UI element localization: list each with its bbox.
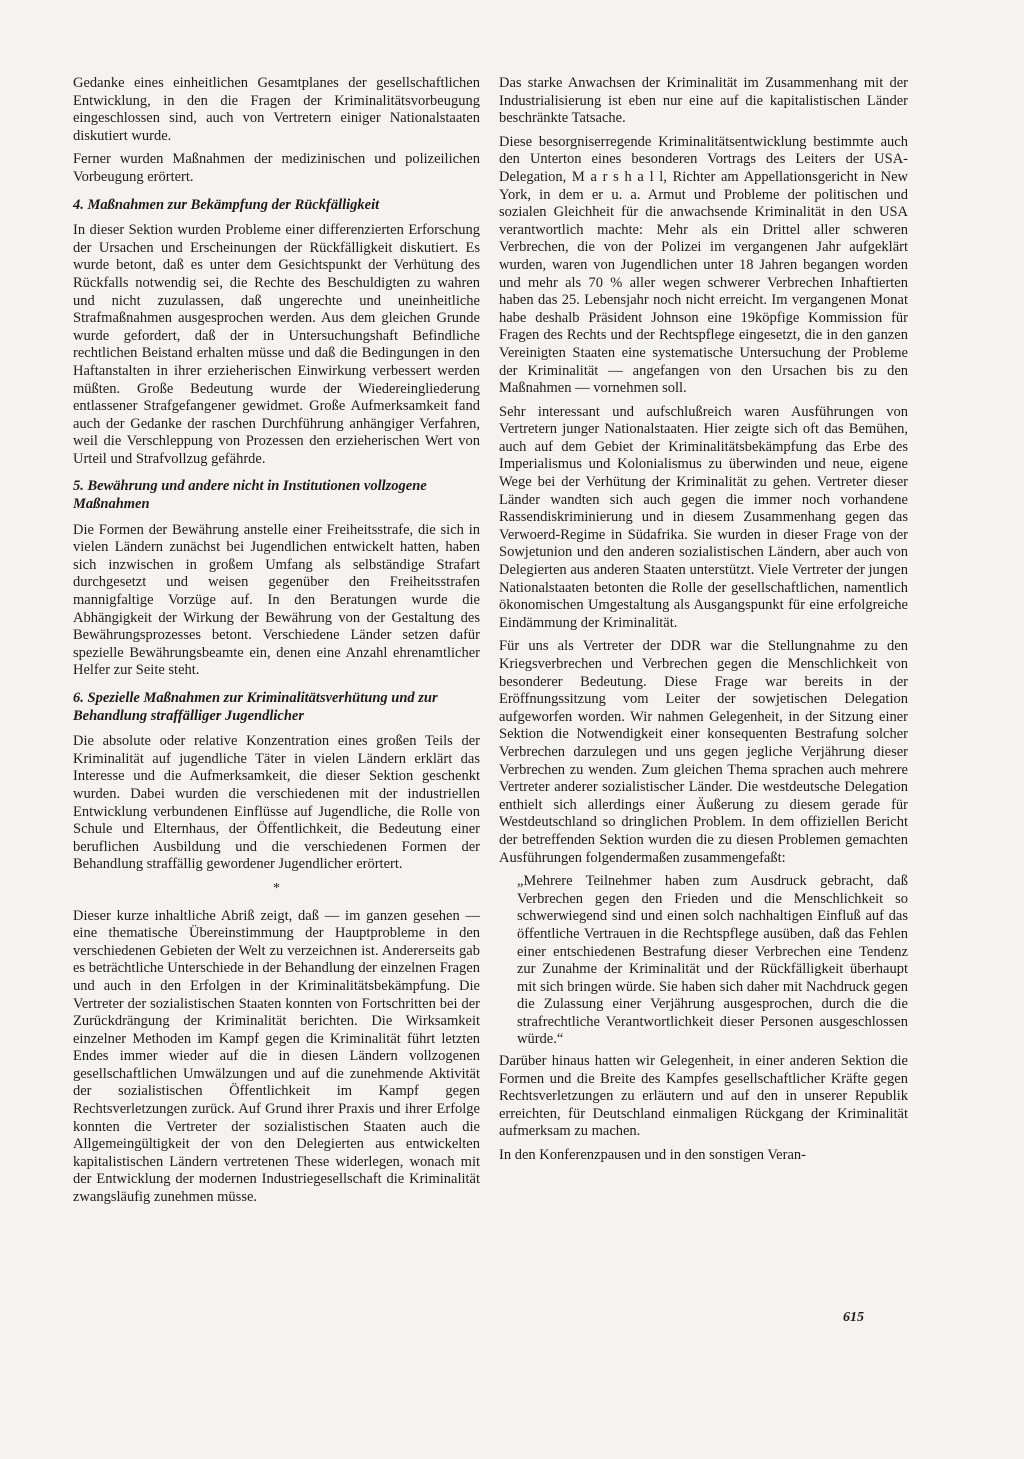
paragraph: Die Formen der Bewährung anstelle einer Freiheitsstrafe, die sich in vielen Ländern zunächst bei Jugendlichen entwickelt hatten, haben sich inzwischen in großem Umfang als selbständige Strafart durchgesetzt und weisen gegenüber den Freiheitsstrafen mannigfaltige Vorzüge auf. In den Beratungen wurde die Abhängigkeit der Wirkung der Bewährung von der Gestaltung des Bewährungsprozesses betont. Verschiedene Länder setzen dafür spezielle Bewährungsbeamte ein, denen eine Anzahl ehrenamtlicher Helfer zur Seite steht. xyxy=(73,521,480,679)
paragraph: Diese besorgniserregende Kriminalitätsentwicklung bestimmte auch den Unterton eines besonderen Vortrags des Leiters der USA-Delegation, M a r s h a l l, Richter am Appellationsgericht in New York, in dem er u. a. Armut und Probleme der politischen und sozialen Gleichheit für die anwachsende Kriminalität in den USA verantwortlich machte: Mehr als ein Drittel aller schweren Verbrechen, die von der Polizei im vergangenen Jahr aufgeklärt wurden, waren von Jugendlichen unter 18 Jahren begangen worden und mehr als 70 % aller wegen schwerer Verbrechen Inhaftierten haben das 25. Lebensjahr noch nicht erreicht. Im vergangenen Monat habe deshalb Präsident Johnson eine 19köpfige Kommission für Fragen des Rechts und der Rechtspflege eingesetzt, die in den ganzen Vereinigten Staaten eine systematische Untersuchung der Probleme der Kriminalität — angefangen von den Ursachen bis zu den Maßnahmen — vornehmen soll. xyxy=(499,133,908,397)
left-column xyxy=(73,75,480,1213)
paragraph: Sehr interessant und aufschlußreich waren Ausführungen von Vertretern junger Nationalstaaten. Hier zeigte sich oft das Bemühen, auch auf dem Gebiet der Kriminalitätsbekämpfung das Erbe des Imperialismus und Kolonialismus zu überwinden und neue, eigene Wege bei der Verhütung der Kriminalität zu gehen. Vertreter dieser Länder wandten sich auch gegen die immer noch vorhandene Rassendiskriminierung und in diesem Zusammenhang gegen das Verwoerd-Regime in Südafrika. Sie wurden in dieser Frage von der Sowjetunion und den anderen sozialistischen Ländern, aber auch von Delegierten aus anderen Staaten unterstützt. Viele Vertreter der jungen Nationalstaaten betonten die Rolle der gesellschaftlichen, namentlich ökonomischen Umgestaltung als Ausgangspunkt für eine erfolgreiche Eindämmung der Kriminalität. xyxy=(499,403,908,631)
paragraph: Dieser kurze inhaltliche Abriß zeigt, daß — im ganzen gesehen — eine thematische Übereinstimmung der Hauptprobleme in den verschiedenen Gebieten der Welt zu verzeichnen ist. Andererseits gab es beträchtliche Unterschiede in der Behandlung der einzelnen Fragen und auch in den Erfolgen in der Kriminalitätsbekämpfung. Die Vertreter der sozialistischen Staaten konnten von Fortschritten bei der Zurückdrängung der Kriminalität berichten. Die Wirksamkeit einzelner Methoden im Kampf gegen die Kriminalität führt letzten Endes immer wieder auf die in diesen Ländern vollzogenen gesellschaftlichen Umwälzungen und auf die zunehmende Aktivität der sozialistischen Öffentlichkeit im Kampf gegen Rechtsverletzungen zurück. Auf Grund ihrer Praxis und ihrer Erfolge konnten die Vertreter der sozialistischen Staaten auch die Allgemeingültigkeit der von den Delegierten aus entwickelten kapitalistischen Ländern vertretenen These widerlegen, wonach mit der Entwicklung der modernen Industriegesellschaft die Kriminalität zwangsläufig zunehmen müsse. xyxy=(73,907,480,1206)
section-divider-star: * xyxy=(273,880,280,896)
block-quote: „Mehrere Teilnehmer haben zum Ausdruck gebracht, daß Verbrechen gegen den Frieden und die Menschlichkeit so schwerwiegend sind und einen solch nachhaltigen Einfluß auf das öffentliche Vertrauen in die Rechtspflege ausüben, daß das Fehlen einer entschiedenen Bestrafung dieser Verbrechen eine Tendenz zur Zunahme der Kriminalität und der Rückfälligkeit überhaupt mit sich bringen würde. Sie haben sich daher mit Nachdruck gegen die Zulassung einer Verjährung ausgesprochen, durch die die strafrechtliche Verantwortlichkeit dieser Personen ausgeschlossen würde.“ xyxy=(517,873,908,1048)
section-heading-6: 6. Spezielle Maßnahmen zur Kriminalitätsverhütung und zur Behandlung straffälliger Jugendlicher xyxy=(73,690,438,724)
paragraph: Darüber hinaus hatten wir Gelegenheit, in einer anderen Sektion die Formen und die Breite des Kampfes gesellschaftlicher Kräfte gegen Rechtsverletzungen zu erläutern und auf den in unserer Republik erreichten, für Deutschland einmaligen Rückgang der Kriminalität aufmerksam zu machen. xyxy=(499,1053,908,1140)
paragraph: Gedanke eines einheitlichen Gesamtplanes der gesellschaftlichen Entwicklung, in den die Fragen der Kriminalitätsvorbeugung eingeschlossen sind, auch von Vertretern einiger Nationalstaaten diskutiert wurde. xyxy=(73,75,480,144)
section-heading-4: 4. Maßnahmen zur Bekämpfung der Rückfälligkeit xyxy=(73,196,380,213)
paragraph: Das starke Anwachsen der Kriminalität im Zusammenhang mit der Industrialisierung ist eben nur eine auf die kapitalistischen Länder beschränkte Tatsache. xyxy=(499,75,908,127)
page-number: 615 xyxy=(843,1310,864,1325)
paragraph: In dieser Sektion wurden Probleme einer differenzierten Erforschung der Ursachen und Erscheinungen der Rückfälligkeit diskutiert. Es wurde betont, daß es unter dem Gesichtspunkt der Verhütung des Rückfalls notwendig sei, die Rechte des Beschuldigten zu wahren und nicht zuzulassen, daß ungerechte und uneinheitliche Strafmaßnahmen ausgesprochen werden. Aus dem gleichen Grunde wurde gefordert, daß der in Untersuchungshaft Befindliche rechtlichen Beistand erhalten müsse und daß die Bedingungen in den Haftanstalten in ihrer erzieherischen Einwirkung verbessert werden müßten. Große Bedeutung wurde der Wiedereingliederung entlassener Strafgefangener gewidmet. Große Aufmerksamkeit fand auch der Gedanke der raschen Durchführung anhängiger Verfahren, weil die Verschleppung von Prozessen den erzieherischen Wert von Urteil und Strafvollzug gefährde. xyxy=(73,222,480,467)
paragraph: In den Konferenzpausen und in den sonstigen Veran- xyxy=(499,1147,806,1164)
paragraph: Ferner wurden Maßnahmen der medizinischen und polizeilichen Vorbeugung erörtert. xyxy=(73,151,480,185)
right-column xyxy=(499,75,908,1171)
section-heading-5: 5. Bewährung und andere nicht in Institutionen vollzogene Maßnahmen xyxy=(73,478,427,513)
paragraph: Für uns als Vertreter der DDR war die Stellungnahme zu den Kriegsverbrechen und Verbrechen gegen die Menschlichkeit von besonderer Bedeutung. Diese Frage war bereits in der Eröffnungssitzung vom Leiter der sowjetischen Delegation aufgeworfen worden. Wir nahmen Gelegenheit, in der Sitzung einer Sektion die Notwendigkeit einer konsequenten Bestrafung solcher Verbrechen darzulegen und uns gegen jegliche Verjährung dieser Verbrechen zu wenden. Zum gleichen Thema sprachen auch mehrere Vertreter anderer sozialistischer Länder. Die westdeutsche Delegation enthielt sich allerdings einer Äußerung zu diesem gerade für Westdeutschland so dringlichen Problem. In dem offiziellen Bericht der betreffenden Sektion wurden die zu diesen Problemen gemachten Ausführungen folgendermaßen zusammengefaßt: xyxy=(499,638,908,866)
paragraph: Die absolute oder relative Konzentration eines großen Teils der Kriminalität auf jugendliche Täter in vielen Ländern erklärt das Interesse und die Aufmerksamkeit, die dieser Sektion geschenkt wurden. Dabei wurden die verschiedenen mit der industriellen Entwicklung verbundenen Einflüsse auf Jugendliche, die Rolle von Schule und Elternhaus, der Öffentlichkeit, die Bedeutung einer beruflichen Ausbildung und die verschiedenen Formen der Behandlung straffällig gewordener Jugendlicher erörtert. xyxy=(73,733,480,873)
